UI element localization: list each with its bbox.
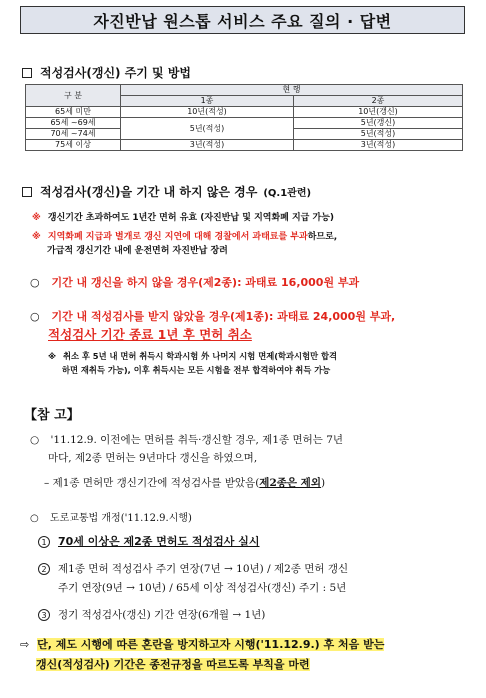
final-line1: 단, 제도 시행에 따른 혼란을 방지하고자 시행('11.12.9.) 후 처음 받는 <box>37 638 385 651</box>
note2-red-text: 지역화폐 지급과 별개로 갱신 지연에 대해 경찰에서 과태료를 부과 <box>47 232 308 242</box>
note-mark: ※ <box>32 232 41 242</box>
renewal-cycle-table <box>25 84 463 151</box>
table-cell-age: 65세 미만 <box>26 107 121 118</box>
ref-n3-text: 정기 적성검사(갱신) 기간 연장(6개월 → 1년) <box>58 609 266 621</box>
note3-text: 취소 후 5년 내 면허 취득시 학과시험 外 나머지 시험 면제(학과시험만 합격 <box>62 351 338 361</box>
ref-p1-text: '11.12.9. 이전에는 면허를 취득·갱신할 경우, 제1종 면허는 7년 <box>50 434 344 446</box>
table-cell-type1: 5년(적성) <box>121 118 294 140</box>
table-cell-type2: 3년(적성) <box>294 140 463 151</box>
item1-text: 기간 내 갱신을 하지 않을 경우(제2종): 과태료 16,000원 부과 <box>51 276 360 289</box>
ref-p1 <box>30 432 343 447</box>
table-header-type2: 2종 <box>294 96 463 107</box>
table-row <box>26 140 463 151</box>
table-cell-type1: 3년(적성) <box>121 140 294 151</box>
table-cell-type2: 10년(갱신) <box>294 107 463 118</box>
table-cell-age: 70세 ~74세 <box>26 129 121 140</box>
number-circle: 3 <box>38 609 50 621</box>
note2 <box>32 229 337 242</box>
ref-p2 <box>44 475 325 490</box>
table-cell-age: 75세 이상 <box>26 140 121 151</box>
number-circle: 1 <box>38 536 50 548</box>
table-cell-type1: 10년(적성) <box>121 107 294 118</box>
item1 <box>30 274 359 290</box>
section1-heading <box>22 64 191 81</box>
ref-n2-line2: 주기 연장(9년 → 10년) / 65세 이상 적성검사(갱신) 주기 : 5년 <box>58 582 347 594</box>
ref-p3 <box>30 509 192 524</box>
circle-bullet: ○ <box>30 276 40 289</box>
ref-p2-bold: 제2종은 제외 <box>259 477 321 489</box>
note2-black-text: 하므로, <box>307 232 338 242</box>
note1 <box>32 210 334 223</box>
ref-p2-post: ) <box>320 477 326 489</box>
title-box <box>20 6 465 34</box>
final-line2-wrap <box>36 656 310 672</box>
final-note <box>20 636 384 652</box>
circle-bullet: ○ <box>30 513 39 524</box>
ref-n1 <box>38 533 260 549</box>
square-bullet-icon <box>22 187 32 197</box>
item2-text: 기간 내 적성검사를 받지 않았을 경우(제1종): 과태료 24,000원 부과, <box>51 310 396 323</box>
table-cell-type2: 5년(적성) <box>294 129 463 140</box>
ref-p1-line2: 마다, 제2종 면허는 9년마다 갱신을 하였으며, <box>48 452 258 464</box>
section2-heading-text: 적성검사(갱신)을 기간 내 하지 않은 경우 <box>40 185 258 199</box>
ref-n2 <box>38 561 348 576</box>
section2-tag: (Q.1관련) <box>263 188 312 199</box>
note1-text: 갱신기간 초과하여도 1년간 면허 유효 (자진반납 및 지역화폐 지급 가능) <box>47 213 335 223</box>
circle-bullet: ○ <box>30 434 40 446</box>
table-header-current: 현 행 <box>121 85 463 96</box>
note2-line2: 가급적 갱신기간 내에 운전면허 자진반납 장려 <box>47 246 228 256</box>
reference-heading: 【참 고】 <box>24 408 80 423</box>
item2 <box>30 308 395 324</box>
table-row <box>26 107 463 118</box>
ref-p2-pre: – 제1종 면허만 갱신기간에 적성검사를 받았음( <box>44 477 260 489</box>
ref-p3-text: 도로교통법 개정('11.12.9.시행) <box>49 513 192 524</box>
note-mark: ※ <box>48 351 57 361</box>
section1-heading-text: 적성검사(갱신) 주기 및 방법 <box>40 66 192 80</box>
square-bullet-icon <box>22 68 32 78</box>
ref-n1-text: 70세 이상은 제2종 면허도 적성검사 실시 <box>58 535 260 548</box>
table-cell-age: 65세 ~69세 <box>26 118 121 129</box>
table-row <box>26 118 463 129</box>
ref-n3 <box>38 607 265 622</box>
ref-n2-text: 제1종 면허 적성검사 주기 연장(7년 → 10년) / 제2종 면허 갱신 <box>58 563 349 575</box>
number-circle: 2 <box>38 563 50 575</box>
final-line2: 갱신(적성검사) 기간은 종전규정을 따르도록 부칙을 마련 <box>36 658 310 671</box>
table-header-gubun: 구 분 <box>26 85 121 107</box>
table-cell-type2: 5년(갱신) <box>294 118 463 129</box>
note-mark: ※ <box>32 213 41 223</box>
table-header-type1: 1종 <box>121 96 294 107</box>
circle-bullet: ○ <box>30 310 40 323</box>
note3 <box>48 350 337 362</box>
arrow-icon: ⇨ <box>20 638 30 651</box>
section2-heading <box>22 183 311 200</box>
note3-line2: 하면 재취득 가능), 이후 취득시는 모든 시험을 전부 합격하여야 취득 가능 <box>62 365 331 375</box>
item2-line2: 적성검사 기간 종료 1년 후 면허 취소 <box>48 327 252 342</box>
page-title: 자진반납 원스톱 서비스 주요 질의 · 답변 <box>93 11 392 31</box>
